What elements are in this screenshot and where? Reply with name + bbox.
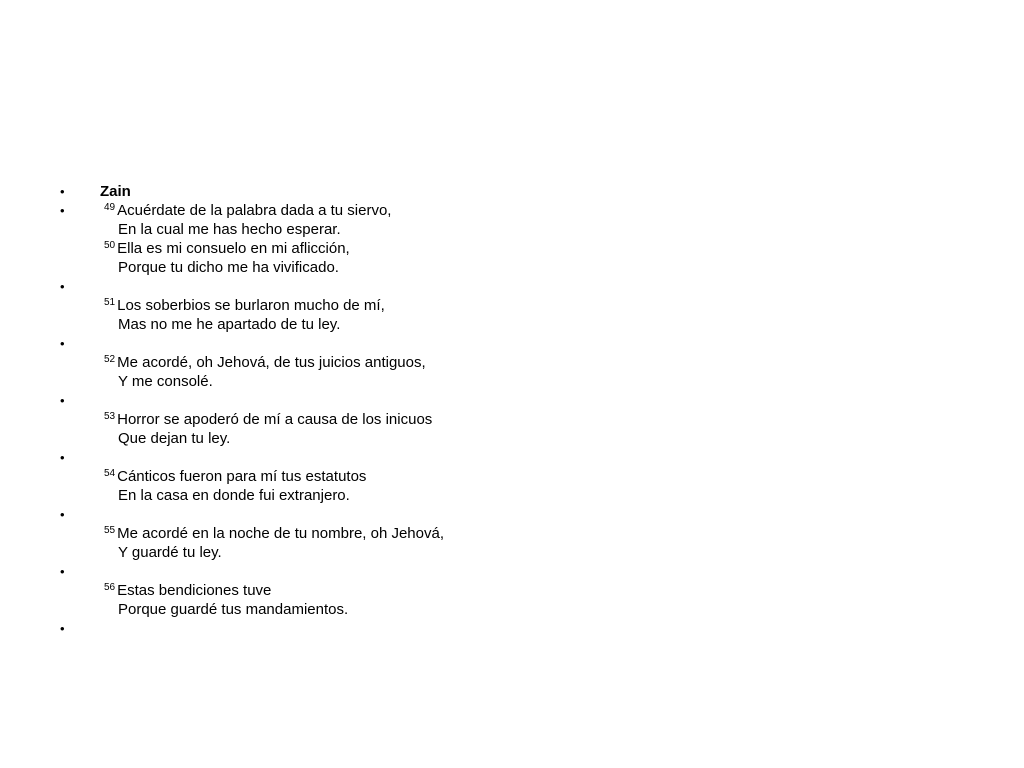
stanza <box>104 448 960 505</box>
verse-text: Estas bendiciones tuve <box>117 582 272 599</box>
bullet-icon: • <box>60 564 65 579</box>
verse-text: Ella es mi consuelo en mi aflicción, <box>117 240 350 257</box>
bullet-icon: • <box>60 336 65 351</box>
verse-line <box>104 429 960 448</box>
list-item-stanza <box>60 334 960 391</box>
list-item-stanza <box>60 277 960 334</box>
verse-number: 51 <box>104 297 116 308</box>
blank-line <box>104 562 960 581</box>
verse-line <box>104 410 960 429</box>
list-item-stanza <box>60 562 960 619</box>
verse-number: 56 <box>104 582 116 593</box>
verse-text: En la casa en donde fui extranjero. <box>118 487 350 504</box>
verse-line <box>104 486 960 505</box>
verse-number: 50 <box>104 240 116 251</box>
verse-text: Me acordé, oh Jehová, de tus juicios antiguos, <box>117 354 426 371</box>
stanza <box>104 562 960 619</box>
bullet-icon: • <box>60 393 65 408</box>
list-item-stanza <box>60 505 960 562</box>
bullet-icon: • <box>60 621 65 636</box>
stanza <box>104 391 960 448</box>
bullet-icon: • <box>60 507 65 522</box>
verse-line <box>104 296 960 315</box>
verse-text: Mas no me he apartado de tu ley. <box>118 316 341 333</box>
verse-line <box>104 372 960 391</box>
verse-text: Y guardé tu ley. <box>118 544 222 561</box>
verse-line <box>104 524 960 543</box>
verse-line <box>104 239 960 258</box>
stanza <box>104 277 960 334</box>
blank-line <box>104 277 960 296</box>
verse-line <box>104 600 960 619</box>
blank-line <box>100 619 960 638</box>
section-heading: Zain <box>100 183 131 200</box>
stanza <box>104 201 960 277</box>
verse-text: Me acordé en la noche de tu nombre, oh Jehová, <box>117 525 445 542</box>
verse-text: Y me consolé. <box>118 373 213 390</box>
list-item-empty <box>60 619 960 638</box>
verse-line <box>104 201 960 220</box>
verse-line <box>104 220 960 239</box>
verse-number: 55 <box>104 525 116 536</box>
bullet-icon: • <box>60 450 65 465</box>
verse-number: 54 <box>104 468 116 479</box>
verse-line <box>104 467 960 486</box>
verse-text: Horror se apoderó de mí a causa de los inicuos <box>117 411 433 428</box>
list-item-stanza <box>60 448 960 505</box>
verse-text: Porque guardé tus mandamientos. <box>118 601 349 618</box>
stanza <box>104 334 960 391</box>
blank-line <box>104 334 960 353</box>
verse-number: 49 <box>104 202 116 213</box>
verse-line <box>104 258 960 277</box>
bullet-list <box>60 182 960 638</box>
blank-line <box>104 505 960 524</box>
verse-line <box>104 315 960 334</box>
blank-line <box>104 448 960 467</box>
list-item-heading <box>60 182 960 201</box>
list-item-stanza <box>60 391 960 448</box>
verse-number: 52 <box>104 354 116 365</box>
verse-line <box>104 543 960 562</box>
verse-text: Porque tu dicho me ha vivificado. <box>118 259 339 276</box>
stanza <box>104 505 960 562</box>
verse-number: 53 <box>104 411 116 422</box>
bullet-icon: • <box>60 203 65 218</box>
list-item-stanza <box>60 201 960 277</box>
bullet-icon: • <box>60 184 65 199</box>
blank-line <box>104 391 960 410</box>
verse-line <box>104 581 960 600</box>
verse-text: En la cual me has hecho esperar. <box>118 221 341 238</box>
bullet-icon: • <box>60 279 65 294</box>
verse-text: Los soberbios se burlaron mucho de mí, <box>117 297 385 314</box>
verse-line <box>104 353 960 372</box>
verse-text: Cánticos fueron para mí tus estatutos <box>117 468 367 485</box>
verse-text: Acuérdate de la palabra dada a tu siervo, <box>117 202 392 219</box>
verse-text: Que dejan tu ley. <box>118 430 231 447</box>
